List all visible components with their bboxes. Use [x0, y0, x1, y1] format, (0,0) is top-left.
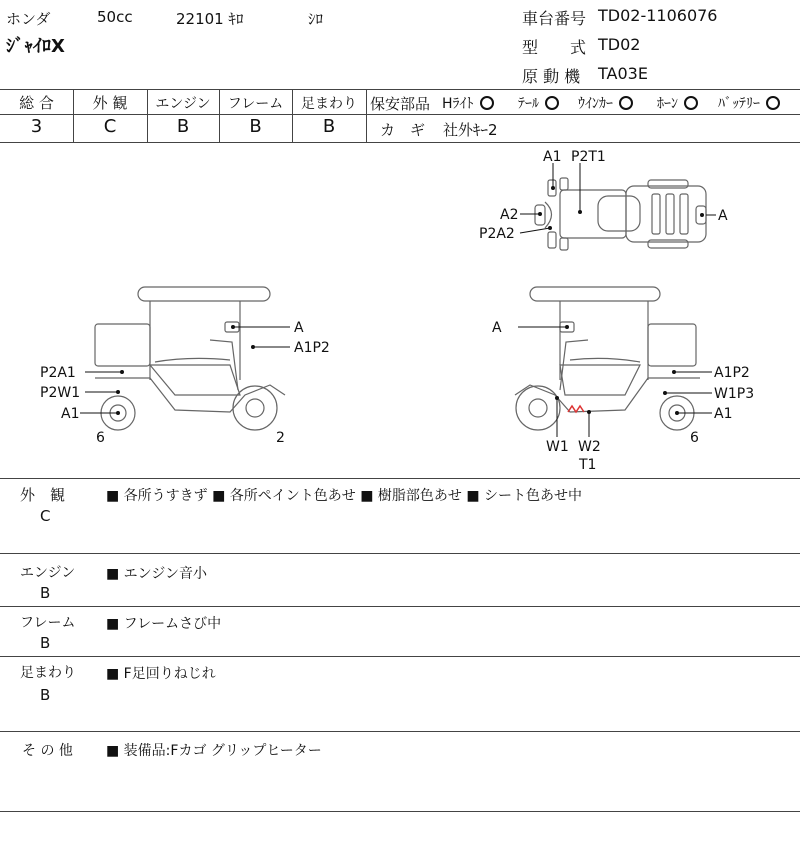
safety-item-winker: ｳｲﾝｶｰ: [578, 93, 633, 113]
engine-value: TA03E: [598, 64, 648, 83]
key-label: カ ギ: [380, 121, 426, 139]
label-right-t1: T1: [579, 457, 597, 473]
remark-text-suspension: ■ F足回りねじれ: [106, 666, 216, 682]
grade-engine: B: [176, 116, 190, 137]
remark-grade-engine: B: [40, 584, 51, 602]
label-right-w2: W2: [578, 439, 601, 455]
leader-lines: [80, 163, 716, 437]
key-value: 社外ｷｰ2: [443, 121, 498, 139]
label-top-p2t1: P2T1: [571, 149, 606, 165]
remark-text-frame: ■ フレームさび中: [106, 616, 222, 632]
divider: [0, 478, 800, 479]
remark-text-exterior: ■ 各所うすきず ■ 各所ペイント色あせ ■ 樹脂部色あせ ■ シート色あせ中: [106, 488, 583, 504]
remark-label-suspension: 足まわり: [20, 665, 76, 681]
remark-label-exterior: 外 観: [20, 486, 66, 504]
label-right-w1p3: W1P3: [714, 386, 755, 402]
remark-label-frame: フレーム: [20, 615, 76, 631]
remark-grade-frame: B: [40, 634, 51, 652]
chassis-number: TD02-1106076: [598, 6, 718, 25]
label-left-2: 2: [276, 430, 285, 446]
divider: [0, 606, 800, 607]
label-left-a1p2: A1P2: [294, 340, 330, 356]
color: ｼﾛ: [308, 10, 324, 28]
safety-item-tail: ﾃｰﾙ: [518, 93, 559, 113]
label-right-a: A: [492, 320, 502, 336]
divider: [0, 553, 800, 554]
remark-grade-exterior: C: [40, 507, 51, 525]
label-top-a2: A2: [500, 207, 519, 223]
displacement: 50cc: [97, 8, 133, 26]
label-left-p2a1: P2A1: [40, 365, 76, 381]
right-side-view: [515, 287, 700, 430]
label-left-a1: A1: [61, 406, 80, 422]
remark-label-engine: エンジン: [20, 565, 76, 581]
grade-suspension: B: [322, 116, 336, 137]
label-left-a: A: [294, 320, 304, 336]
remark-text-engine: ■ エンジン音小: [106, 566, 207, 582]
divider: [0, 731, 800, 732]
remark-label-other: そ の 他: [22, 743, 73, 759]
label-right-6: 6: [690, 430, 699, 446]
label-left-p2w1: P2W1: [40, 385, 81, 401]
remark-text-other: ■ 装備品:Fカゴ グリップヒーター: [106, 743, 322, 759]
remark-grade-suspension: B: [40, 686, 51, 704]
model-name: ｼﾞｬｲﾛX: [6, 36, 65, 57]
grade-header-engine: エンジン: [155, 96, 211, 112]
safety-item-horn: ﾎｰﾝ: [657, 93, 698, 113]
maker: ホンダ: [6, 10, 51, 28]
safety-label: 保安部品: [370, 95, 431, 113]
mileage: 22101 ｷﾛ: [176, 10, 244, 28]
grade-header-suspension: 足まわり: [301, 96, 357, 112]
safety-item-headlight: Hﾗｲﾄ: [442, 93, 494, 113]
grade-header-exterior: 外 観: [92, 94, 128, 112]
type-label: 型 式: [522, 38, 587, 57]
safety-item-battery: ﾊﾞｯﾃﾘｰ: [718, 93, 780, 113]
top-view: [535, 178, 706, 250]
grade-exterior: C: [103, 116, 117, 137]
grade-header-frame: フレーム: [227, 96, 284, 112]
engine-label: 原 動 機: [522, 67, 581, 86]
label-left-6: 6: [96, 430, 105, 446]
grade-overall: 3: [30, 116, 43, 137]
label-right-a1p2: A1P2: [714, 365, 750, 381]
divider: [0, 811, 800, 812]
chassis-label: 車台番号: [522, 9, 587, 28]
label-top-p2a2: P2A2: [479, 226, 515, 242]
label-right-w1: W1: [546, 439, 569, 455]
label-top-a1: A1: [543, 149, 562, 165]
divider: [0, 656, 800, 657]
grade-header-overall: 総 合: [19, 94, 54, 112]
grade-frame: B: [249, 116, 262, 137]
type-value: TD02: [598, 35, 641, 54]
label-top-a: A: [718, 208, 728, 224]
label-right-a1: A1: [714, 406, 733, 422]
